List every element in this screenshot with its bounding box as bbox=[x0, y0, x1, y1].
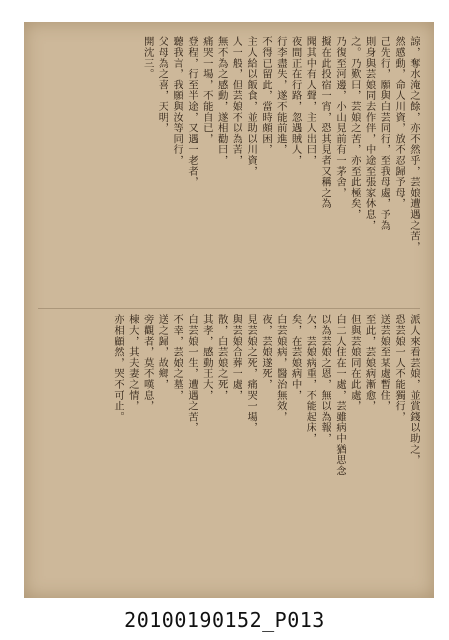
text-column: 夜，芸娘遂死， bbox=[260, 314, 273, 390]
text-column: 恐芸娘一人不能獨行， bbox=[393, 314, 406, 422]
text-column: 棟大，其夫妻之情， bbox=[126, 314, 139, 412]
text-column: 夜間正在行路，忽遇賊人， bbox=[289, 36, 302, 166]
catalog-caption: 20100190152_P013 bbox=[124, 608, 325, 632]
text-column: 己先行，願與白芸同行，至我母處，予為 bbox=[378, 36, 391, 231]
text-column: 散，白芸娘之死， bbox=[215, 314, 228, 401]
text-column: 則身與芸娘同去作伴，中途至張家休息， bbox=[363, 36, 376, 231]
text-column: 其孝，感動王大， bbox=[200, 314, 213, 401]
text-column: 至此，芸娘病漸愈， bbox=[363, 314, 376, 412]
text-column: 然感動，命人川資，放不忍歸予母， bbox=[393, 36, 406, 209]
text-column: 旁觀者，莫不嘆息， bbox=[141, 314, 154, 412]
text-column: 亦相顧然，哭不可止。 bbox=[112, 314, 125, 422]
text-column: 之。乃歎曰，芸娘之苦，亦至此極矣， bbox=[348, 36, 361, 220]
text-column: 不得已留此，當時頗困， bbox=[260, 36, 273, 155]
text-column: 乃復至河邊，小山見前有一茅舍， bbox=[334, 36, 347, 198]
lower-text-block bbox=[24, 314, 434, 586]
text-column: 見芸娘之死，痛哭一場， bbox=[245, 314, 258, 433]
text-column: 行李盡失，遂不能前進， bbox=[274, 36, 287, 155]
document-page bbox=[24, 22, 434, 598]
text-column: 痛哭一場，不能自已， bbox=[200, 36, 213, 144]
text-column: 送芸娘至某處暫住， bbox=[378, 314, 391, 412]
text-column: 欠，芸娘病重，不能起床， bbox=[304, 314, 317, 444]
text-column: 送之歸，故鄉， bbox=[156, 314, 169, 390]
text-column: 諒，奪水淹之餘，亦不然乎，芸娘遭遇之苦， bbox=[408, 36, 420, 252]
text-column: 與芸娘合葬一處， bbox=[230, 314, 243, 401]
section-divider bbox=[38, 308, 420, 309]
text-column: 聽我言，我願與汝等同行， bbox=[171, 36, 184, 166]
text-column: 父母為之喜，天明， bbox=[156, 36, 169, 134]
text-column: 不幸，芸娘之墓， bbox=[171, 314, 184, 401]
text-column: 主人給以飯食，並助以川資， bbox=[245, 36, 258, 177]
text-column: 開沈三。 bbox=[141, 36, 154, 80]
text-column: 聞其中有人聲，主人出曰， bbox=[304, 36, 317, 166]
text-column: 以為芸娘之恩，無以為報， bbox=[319, 314, 332, 444]
text-column: 白二人住在一處，芸雖病中猶思念 bbox=[334, 314, 347, 476]
text-column: 擬在此投宿一宵，恐其見者又稱之為 bbox=[319, 36, 332, 209]
text-column: 白芸娘病，醫治無效， bbox=[274, 314, 287, 422]
upper-text-block bbox=[24, 36, 434, 304]
text-column: 派人來看芸娘，並賞錢以助之， bbox=[408, 314, 420, 466]
text-column: 但與芸娘同在此處， bbox=[348, 314, 361, 412]
text-column: 人一般，但芸娘不以為苦， bbox=[230, 36, 243, 166]
text-column: 無不為之感動，遂相勸曰， bbox=[215, 36, 228, 166]
text-column: 登程，行至半途，又遇一老者， bbox=[186, 36, 199, 188]
text-column: 矣，在芸娘病中， bbox=[289, 314, 302, 401]
text-column: 白芸娘一生，遭遇之苦， bbox=[186, 314, 199, 433]
